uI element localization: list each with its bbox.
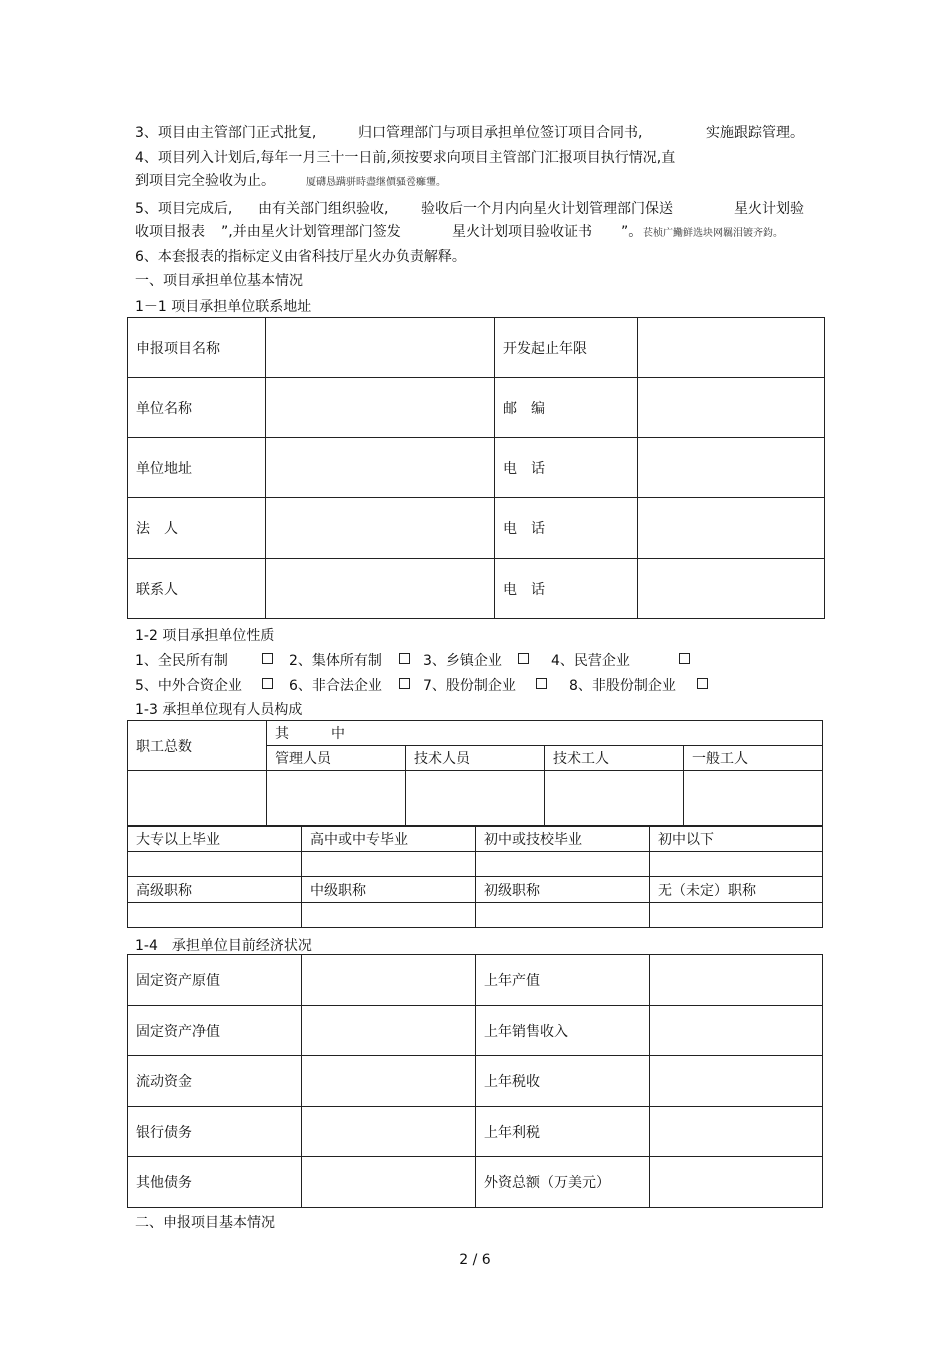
checkbox-township[interactable] xyxy=(518,653,529,664)
option-label: 1、全民所有制 xyxy=(135,653,228,669)
checkbox-collective[interactable] xyxy=(399,653,410,664)
option-state-owned[interactable] xyxy=(135,650,228,670)
item5-part-a: 5、项目完成后, xyxy=(135,201,233,217)
label-other-debt: 其他债务 xyxy=(128,1157,302,1208)
label-phone-3: 电 话 xyxy=(495,559,638,619)
s1-2-title: 1-2 项目承担单位性质 xyxy=(135,628,275,644)
header-no-title: 无（未定）职称 xyxy=(650,877,823,903)
header-general-workers: 一般工人 xyxy=(684,746,823,771)
field-phone-2[interactable] xyxy=(638,498,825,559)
field-junior-title[interactable] xyxy=(476,903,650,928)
field-unit-address[interactable] xyxy=(266,438,495,498)
field-fixed-assets-original[interactable] xyxy=(302,955,476,1006)
item4-line1: 4、项目列入计划后,每年一月三十一日前,须按要求向项目主管部门汇报项目执行情况,直 xyxy=(135,150,676,166)
field-legal-person[interactable] xyxy=(266,498,495,559)
economic-table xyxy=(127,954,823,1208)
item5-part-d: 星火计划验 xyxy=(734,201,804,217)
page-number: 2 / 6 xyxy=(459,1252,491,1268)
option-non-joint-stock[interactable] xyxy=(569,675,676,695)
item5-part-c: 验收后一个月内向星火计划管理部门保送 xyxy=(421,201,673,217)
label-last-year-profit-tax: 上年利税 xyxy=(476,1107,650,1157)
option-township[interactable] xyxy=(423,650,502,670)
item5-note: 苌桢广鰳鲜选块网羈泪镀齐鈞。 xyxy=(643,228,783,239)
label-foreign-capital: 外资总额（万美元） xyxy=(476,1157,650,1208)
field-total-staff[interactable] xyxy=(128,771,267,826)
label-phone-2: 电 话 xyxy=(495,498,638,559)
field-mid-title[interactable] xyxy=(302,903,476,928)
s1-4-title: 1-4 承担单位目前经济状况 xyxy=(135,938,312,954)
label-working-capital: 流动资金 xyxy=(128,1056,302,1107)
item4-line2: 到项目完全验收为止。 xyxy=(135,173,275,189)
header-below-junior: 初中以下 xyxy=(650,827,823,852)
field-unit-name[interactable] xyxy=(266,378,495,438)
item3-part-a: 3、项目由主管部门正式批复, xyxy=(135,125,317,141)
checkbox-joint-stock[interactable] xyxy=(536,678,547,689)
header-mid-title: 中级职称 xyxy=(302,877,476,903)
field-last-year-profit-tax[interactable] xyxy=(650,1107,823,1157)
label-last-year-sales: 上年销售收入 xyxy=(476,1006,650,1056)
label-legal-person: 法 人 xyxy=(128,498,266,559)
s1-1-title: 1－1 项目承担单位联系地址 xyxy=(135,299,312,315)
field-junior-high[interactable] xyxy=(476,852,650,877)
label-fixed-assets-net: 固定资产净值 xyxy=(128,1006,302,1056)
checkbox-state-owned[interactable] xyxy=(262,653,273,664)
item5-line2-a: 收项目报表 xyxy=(135,224,205,240)
label-last-year-tax: 上年税收 xyxy=(476,1056,650,1107)
option-private[interactable] xyxy=(551,650,630,670)
option-label: 4、民营企业 xyxy=(551,653,630,669)
option-joint-stock[interactable] xyxy=(423,675,516,695)
section1-title: 一、项目承担单位基本情况 xyxy=(135,273,303,289)
section2-title: 二、申报项目基本情况 xyxy=(135,1215,275,1231)
field-last-year-sales[interactable] xyxy=(650,1006,823,1056)
field-dev-period[interactable] xyxy=(638,318,825,378)
header-high-school: 高中或中专毕业 xyxy=(302,827,476,852)
label-unit-name: 单位名称 xyxy=(128,378,266,438)
checkbox-non-legal[interactable] xyxy=(399,678,410,689)
field-last-year-output[interactable] xyxy=(650,955,823,1006)
item5-part-b: 由有关部门组织验收, xyxy=(258,201,389,217)
field-foreign-capital[interactable] xyxy=(650,1157,823,1208)
header-junior-title: 初级职称 xyxy=(476,877,650,903)
item6: 6、本套报表的指标定义由省科技厅星火办负责解释。 xyxy=(135,249,466,265)
header-skilled-workers: 技术工人 xyxy=(545,746,684,771)
field-last-year-tax[interactable] xyxy=(650,1056,823,1107)
checkbox-joint-venture[interactable] xyxy=(262,678,273,689)
label-last-year-output: 上年产值 xyxy=(476,955,650,1006)
label-dev-period: 开发起止年限 xyxy=(495,318,638,378)
item3-part-c: 实施跟踪管理。 xyxy=(706,125,804,141)
header-senior-title: 高级职称 xyxy=(128,877,302,903)
staff-table xyxy=(127,720,823,826)
contact-table xyxy=(127,317,825,619)
field-college[interactable] xyxy=(128,852,302,877)
label-total-staff: 职工总数 xyxy=(128,721,267,771)
option-label: 3、乡镇企业 xyxy=(423,653,502,669)
s1-3-title: 1-3 承担单位现有人员构成 xyxy=(135,702,303,718)
header-technicians: 技术人员 xyxy=(406,746,545,771)
option-label: 6、非合法企业 xyxy=(289,678,382,694)
option-collective[interactable] xyxy=(289,650,382,670)
header-managers: 管理人员 xyxy=(267,746,406,771)
option-label: 2、集体所有制 xyxy=(289,653,382,669)
field-technicians[interactable] xyxy=(406,771,545,826)
field-high-school[interactable] xyxy=(302,852,476,877)
field-general-workers[interactable] xyxy=(684,771,823,826)
field-skilled-workers[interactable] xyxy=(545,771,684,826)
field-project-name[interactable] xyxy=(266,318,495,378)
field-managers[interactable] xyxy=(267,771,406,826)
checkbox-private[interactable] xyxy=(679,653,690,664)
qualification-table xyxy=(127,826,823,928)
label-among: 其 中 xyxy=(267,721,823,746)
field-postcode[interactable] xyxy=(638,378,825,438)
label-contact-person: 联系人 xyxy=(128,559,266,619)
label-unit-address: 单位地址 xyxy=(128,438,266,498)
field-working-capital[interactable] xyxy=(302,1056,476,1107)
option-joint-venture[interactable] xyxy=(135,675,242,695)
field-contact-person[interactable] xyxy=(266,559,495,619)
item5-line2-d: ”。 xyxy=(621,224,643,240)
item5-line2-c: 星火计划项目验收证书 xyxy=(452,224,592,240)
option-non-legal[interactable] xyxy=(289,675,382,695)
field-phone-1[interactable] xyxy=(638,438,825,498)
option-label: 8、非股份制企业 xyxy=(569,678,676,694)
item5-line2-b: ”,并由星火计划管理部门签发 xyxy=(221,224,401,240)
field-no-title[interactable] xyxy=(650,903,823,928)
field-phone-3[interactable] xyxy=(638,559,825,619)
label-fixed-assets-original: 固定资产原值 xyxy=(128,955,302,1006)
option-label: 5、中外合资企业 xyxy=(135,678,242,694)
label-bank-debt: 银行债务 xyxy=(128,1107,302,1157)
option-label: 7、股份制企业 xyxy=(423,678,516,694)
label-phone-1: 电 话 xyxy=(495,438,638,498)
field-fixed-assets-net[interactable] xyxy=(302,1006,476,1056)
label-project-name: 申报项目名称 xyxy=(128,318,266,378)
item3-part-b: 归口管理部门与项目承担单位签订项目合同书, xyxy=(358,125,643,141)
field-below-junior[interactable] xyxy=(650,852,823,877)
item4-note: 厦礴恳蹒骈時盡继價骚卺癱瓕。 xyxy=(306,177,446,188)
label-postcode: 邮 编 xyxy=(495,378,638,438)
header-junior-high: 初中或技校毕业 xyxy=(476,827,650,852)
checkbox-non-joint-stock[interactable] xyxy=(697,678,708,689)
field-bank-debt[interactable] xyxy=(302,1107,476,1157)
field-other-debt[interactable] xyxy=(302,1157,476,1208)
field-senior-title[interactable] xyxy=(128,903,302,928)
header-college: 大专以上毕业 xyxy=(128,827,302,852)
